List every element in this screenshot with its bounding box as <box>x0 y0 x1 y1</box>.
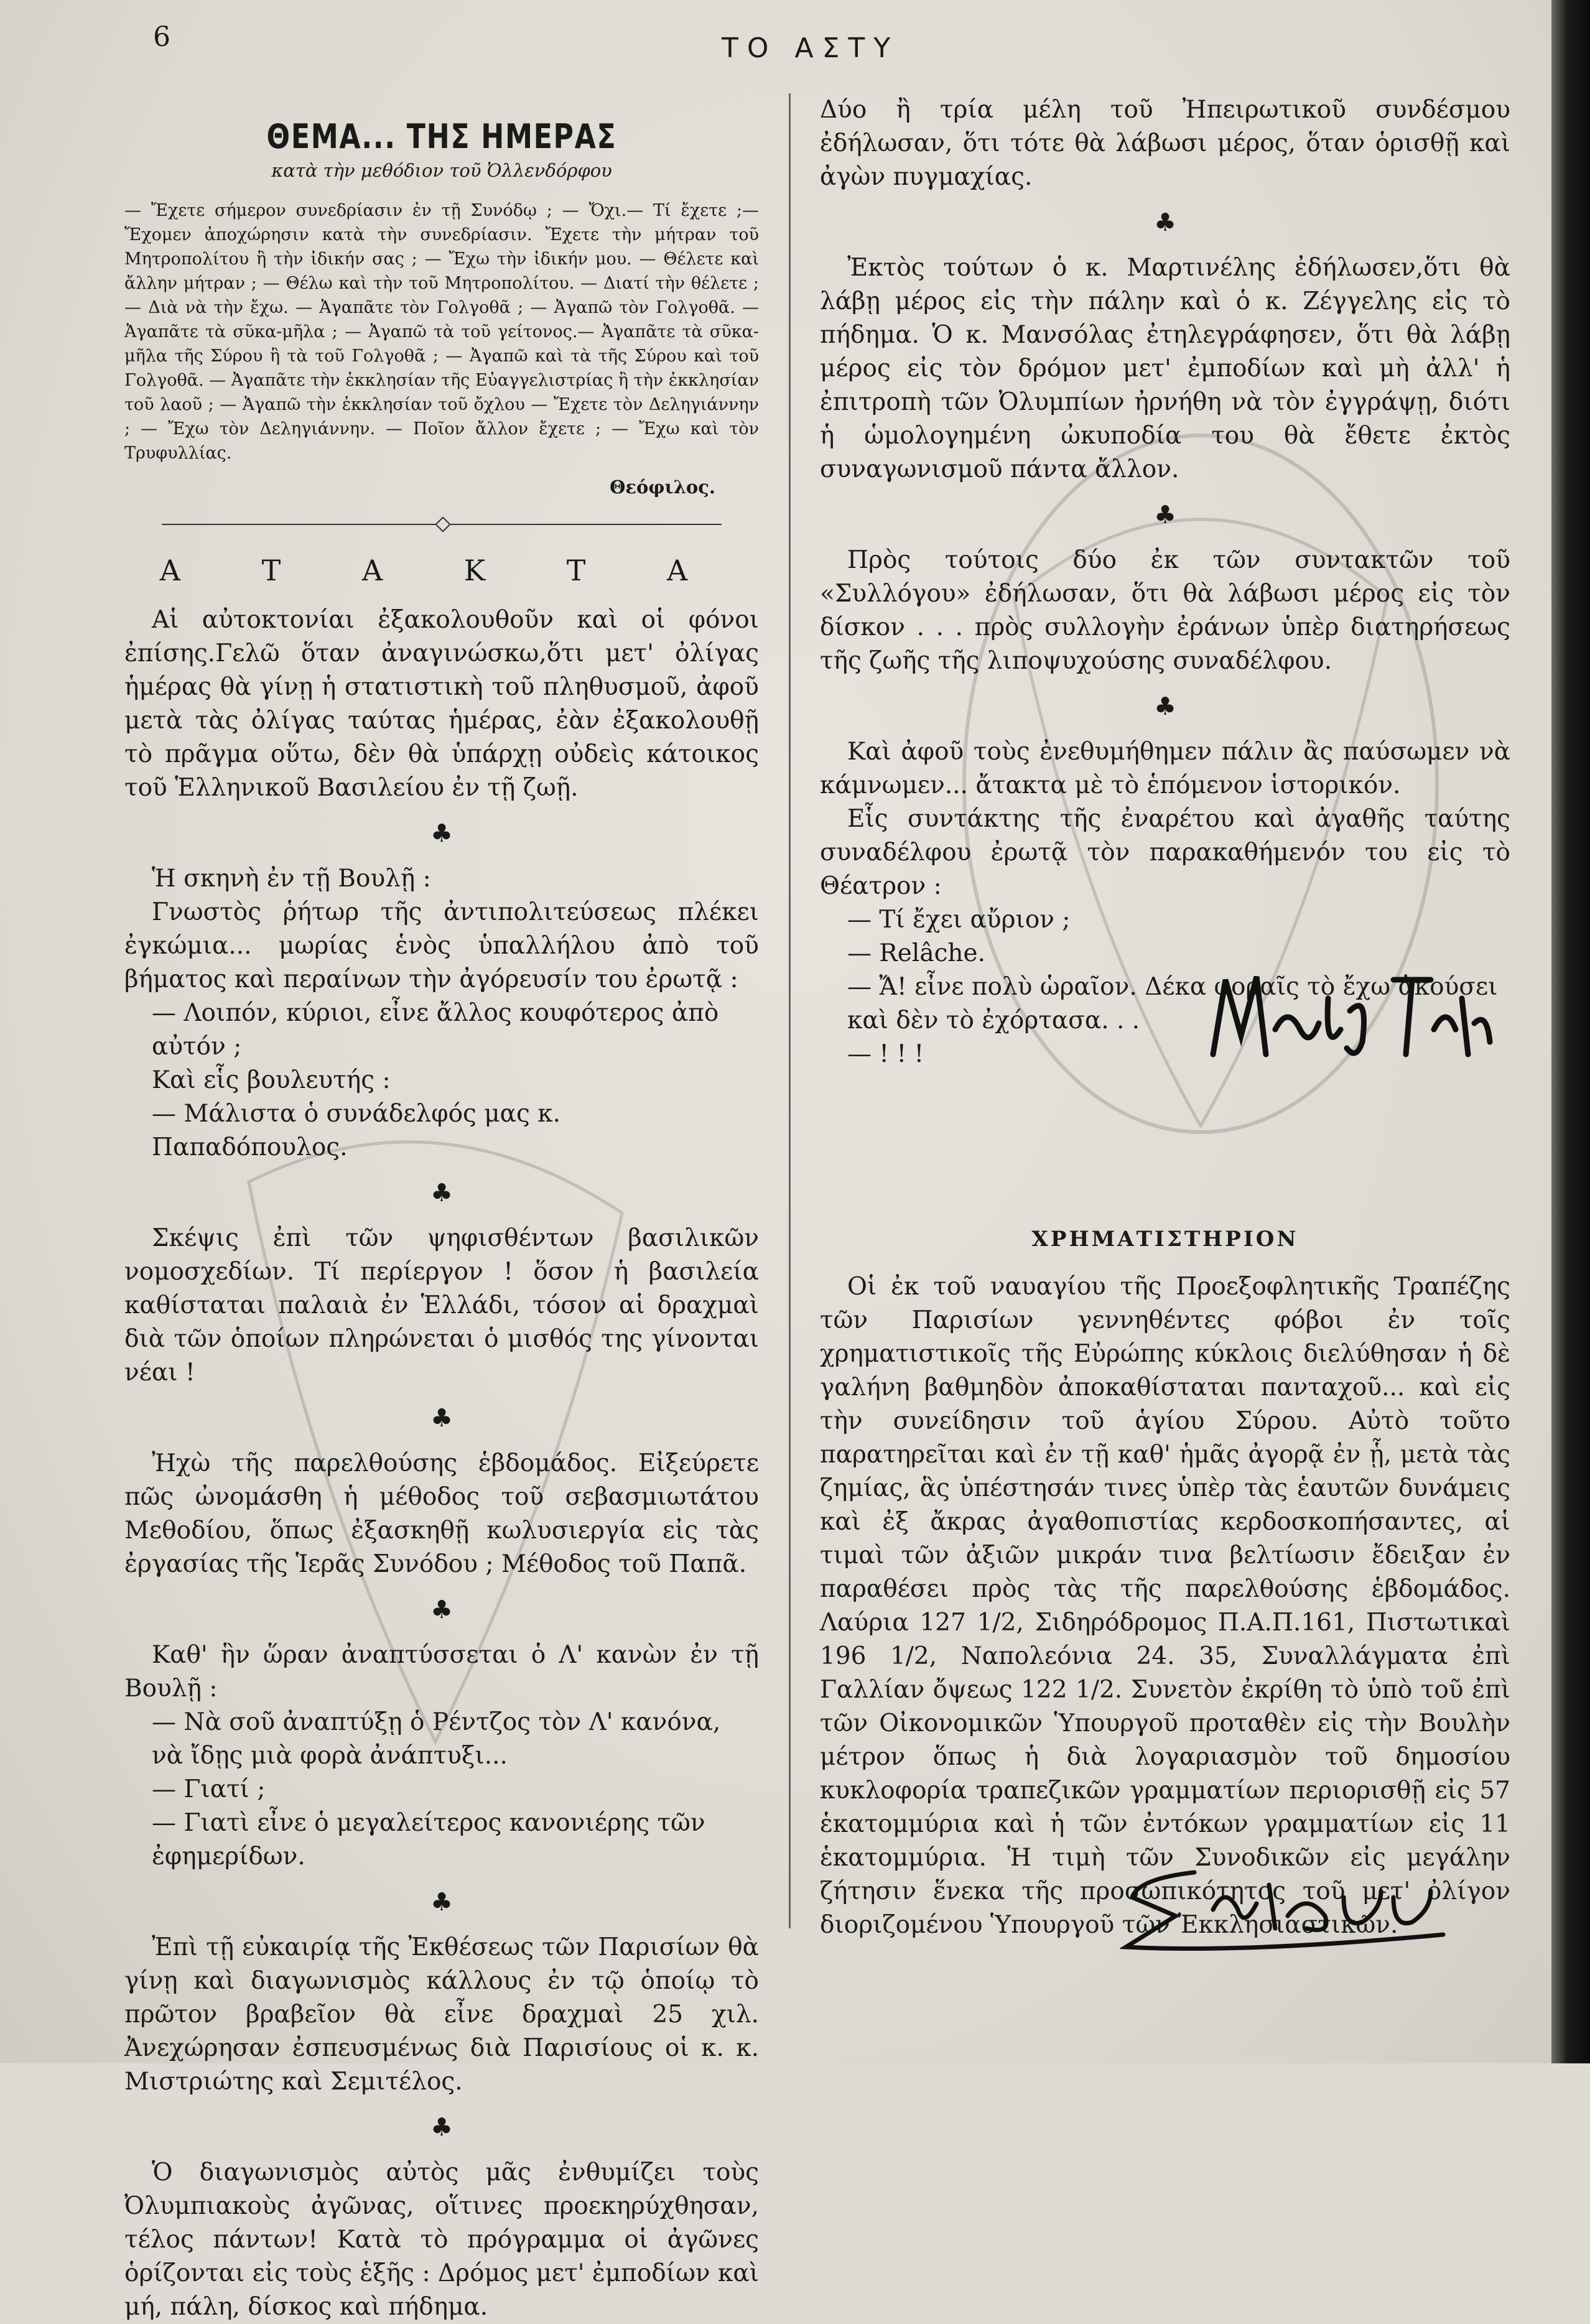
signature-spacer <box>820 1071 1510 1214</box>
dialogue-line: — Τί ἔχει αὔριον ; <box>847 906 1071 934</box>
atakta-paragraph-7: Ὁ διαγωνισμὸς αὐτὸς μᾶς ἐνθυμίζει τοὺς Ὀλυμπιακοὺς ἀγῶνας, οἵτινες προεκηρύχθησαν, τέλος πάντων! Κατὰ τὸ πρόγραμμα οἱ ἀγῶνες ὁρίζονται εἰς τοὺς ἑξῆς : Δρόμος μετ' ἐμποδίων καὶ μή, πάλη, δίσκος καὶ πήδημα. <box>124 2159 759 2321</box>
dialogue-line: — Μάλιστα ὁ συνάδελφός μας κ. Παπαδόπουλος. <box>152 1100 560 1161</box>
them-body: — Ἔχετε σήμερον συνεδρίασιν ἐν τῇ Συνόδῳ ; — Ὄχι.— Τί ἔχετε ;— Ἔχομεν ἀποχώρησιν κατὰ τὴν συνεδρίασιν. Ἔχετε τὴν μήτραν τοῦ Μητροπολίτου ἢ τὴν ἰδικήν σας ; — Ἔχω τὴν ἰδικήν μου. — Θέλετε καὶ ἄλλην μήτραν ; — Θέλω καὶ τὴν τοῦ Μητροπολίτου. — Διατί τὴν θέλετε ; — Διὰ νὰ τὴν ἔχω. — Ἀγαπᾶτε τὸν Γολγοθᾶ ; — Ἀγαπῶ τὸν Γολγοθᾶ. — Ἀγαπᾶτε τὰ σῦκα-μῆλα ; — Ἀγαπῶ τὰ τοῦ γείτονος.— Ἀγαπᾶτε τὰ σῦκα-μῆλα τῆς Σύρου ἢ τὰ τοῦ Γολγοθᾶ ; — Ἀγαπῶ καὶ τὰ τῆς Σύρου καὶ τοῦ Γολγοθᾶ. — Ἀγαπᾶτε τὴν ἐκκλησίαν τῆς Εὐαγγελιστρίας ἢ τὴν ἐκκλησίαν τοῦ λαοῦ ; — Ἀγαπῶ τὴν ἐκκλησίαν τοῦ ὄχλου — Ἔχετε τὸν Δεληγιάννην ; — Ἔχω τὸν Δεληγιάννην. — Ποῖον ἄλλον ἔχετε ; — Ἔχω καὶ τὸν Τρυφυλλίας. <box>124 201 759 463</box>
dialogue-line: — ! ! ! <box>847 1040 924 1068</box>
diamond-ornament-icon <box>435 516 450 532</box>
right-paragraph-4-line: Καὶ ἀφοῦ τοὺς ἐνεθυμήθημεν πάλιν ἂς παύσωμεν νὰ κάμνωμεν... ἄτακτα μὲ τὸ ἑπόμενον ἱστορικόν. <box>820 738 1510 799</box>
atakta-paragraph-4: Ἠχὼ τῆς παρελθούσης ἑβδομάδος. Εἰξεύρετε πῶς ὠνομάσθη ἡ μέθοδος τοῦ σεβασμιωτάτου Μεθοδίου, ὅπως ἐξασκηθῇ κωλυσιεργία εἰς τὰς ἐργασίας τῆς Ἱερᾶς Συνόδου ; Μέθοδος τοῦ Παπᾶ. <box>124 1449 759 1578</box>
right-paragraph-2: Ἐκτὸς τούτων ὁ κ. Μαρτινέλης ἐδήλωσεν,ὅτι θὰ λάβῃ μέρος εἰς τὴν πάλην καὶ ὁ κ. Ζέγγελης εἰς τὸ πήδημα. Ὁ κ. Μανσόλας ἐτηλεγράφησεν, ὅτι θὰ λάβῃ μέρος εἰς τὸν δρόμον μετ' ἐμποδίων καὶ μὴ ἀλλ' ἡ ἐπιτροπὴ τῶν Ὀλυμπίων ἠρνήθη νὰ τὸν ἐγγράψῃ, διότι ἡ ὡμολογημένη ὠκυποδία του θὰ ἔθετε ἐκτὸς συναγωνισμοῦ πάντα ἄλλον. <box>820 254 1510 483</box>
section-divider <box>162 511 722 536</box>
atakta-paragraph-6: Ἐπὶ τῇ εὐκαιρίᾳ τῆς Ἐκθέσεως τῶν Παρισίων θὰ γίνῃ καὶ διαγωνισμὸς κάλλους ἐν τῷ ὁποίῳ τὸ πρῶτον βραβεῖον θὰ εἶνε δραχμαὶ 25 χιλ. Ἀνεχώρησαν ἐσπευσμένως διὰ Παρισίους οἱ κ. κ. Μιστριώτης καὶ Σεμιτέλος. <box>124 1933 759 2096</box>
left-column <box>124 93 759 2324</box>
fleuron-icon: ♣ <box>430 2113 453 2142</box>
dialogue-line: — Νὰ σοῦ ἀναπτύξῃ ὁ Ρέντζος τὸν Λ' κανόνα, νὰ ἴδῃς μιὰ φορὰ ἀνάπτυξι... <box>152 1708 721 1770</box>
them-subtitle: κατὰ τὴν μεθόδιον τοῦ Ὀλλενδόρφου <box>271 160 612 181</box>
dialogue-line: — Γιατὶ εἶνε ὁ μεγαλείτερος κανονιέρης τῶν ἐφημερίδων. <box>152 1809 705 1871</box>
atakta-paragraph-2-line: Γνωστὸς ῥήτωρ τῆς ἀντιπολιτεύσεως πλέκει ἐγκώμια... μωρίας ἑνὸς ὑπαλλήλου ἀπὸ τοῦ βήματος καὶ περαίνων τὴν ἀγόρευσίν του ἐρωτᾷ : <box>124 898 759 993</box>
fleuron-icon: ♣ <box>430 1888 453 1917</box>
fleuron-icon: ♣ <box>430 819 453 848</box>
scan-edge-shadow <box>1551 0 1590 2063</box>
page-number: 6 <box>153 21 170 53</box>
atakta-paragraph-3: Σκέψις ἐπὶ τῶν ψηφισθέντων βασιλικῶν νομοσχεδίων. Τί περίεργον ! ὅσον ἡ βασιλεία καθίσταται παλαιὰ ἐν Ἑλλάδι, τόσον αἱ δραχμαὶ διὰ τῶν ὁποίων πληρώνεται ὁ μισθός της γίνονται νέαι ! <box>124 1224 759 1387</box>
right-paragraph-3: Πρὸς τούτοις δύο ἐκ τῶν συντακτῶν τοῦ «Συλλόγου» ἐδήλωσαν, ὅτι θὰ λάβωσι μέρος εἰς τὸν δίσκον . . . πρὸς συλλογὴν ἐράνων ὑπὲρ διατηρήσεως τῆς ζωῆς τῆς λιποψυχούσης συναδέλφου. <box>820 546 1510 675</box>
signature-gatos <box>1207 961 1493 1067</box>
fleuron-icon: ♣ <box>1154 501 1176 529</box>
right-paragraph-4-line: Εἷς συντάκτης τῆς ἐναρέτου καὶ ἀγαθῆς ταύτης συναδέλφου ἐρωτᾷ τὸν παρακαθήμενόν του εἰς τὸ Θέατρον : <box>820 805 1510 900</box>
fleuron-icon: ♣ <box>430 1596 453 1624</box>
dialogue-line: — Ἄ! εἶνε πολὺ ὡραῖον. Δέκα φοραῖς τὸ ἔχω ἀκούσει καὶ δὲν τὸ ἐχόρτασα. . . <box>847 973 1498 1034</box>
atakta-paragraph-1: Αἱ αὐτοκτονίαι ἐξακολουθοῦν καὶ οἱ φόνοι ἐπίσης.Γελῶ ὅταν ἀναγινώσκω,ὅτι μετ' ὀλίγας ἡμέρας θὰ γίνῃ ἡ στατιστικὴ τοῦ πληθυσμοῦ, ἀφοῦ μετὰ τὰς ὀλίγας ταύτας ἡμέρας, ἐὰν ἐξακολουθῇ τὸ πρᾶγμα οὕτω, δὲν θὰ ὑπάρχῃ οὐδεὶς κάτοικος τοῦ Ἑλληνικοῦ Βασιλείου ἐν τῇ ζωῇ. <box>124 606 759 802</box>
right-paragraph-1: Δύο ἢ τρία μέλη τοῦ Ἠπειρωτικοῦ συνδέσμου ἐδήλωσαν, ὅτι τότε θὰ λάβωσι μέρος, ὅταν ὁρισθῇ καὶ ἀγὼν πυγμαχίας. <box>820 96 1510 191</box>
atakta-paragraph-2-line: Ἡ σκηνὴ ἐν τῇ Βουλῇ : <box>152 865 431 893</box>
dialogue-line: — Λοιπόν, κύριοι, εἶνε ἄλλος κουφότερος ἀπὸ αὐτόν ; <box>152 999 719 1061</box>
column-rule <box>789 93 791 1928</box>
them-signature: Θεόφιλος. <box>610 476 715 498</box>
dialogue-line: — Relâche. <box>847 939 986 967</box>
chrimatistirion-body: Οἱ ἐκ τοῦ ναυαγίου τῆς Προεξοφλητικῆς Τραπέζης τῶν Παρισίων γεννηθέντες φόβοι ἐν τοῖς χρηματιστικοῖς τῆς Εὐρώπης κύκλοις διελύθησαν ἡ δὲ γαλήνη βαθμηδὸν ἀποκαθίσταται πανταχοῦ... καὶ εἰς τὴν συνείδησιν τοῦ ἁγίου Σύρου. Αὐτὸ τοῦτο παρατηρεῖται καὶ ἐν τῇ καθ' ἡμᾶς ἀγορᾷ ἐν ᾗ, μετὰ τὰς ζημίας, ἃς ὑπέστησάν τινες ὑπὲρ τὰς ἑαυτῶν δυνάμεις καὶ ἐξ ἄκρας ἀγαθοπιστίας κερδοσκοπήσαντες, αἱ τιμαὶ τῶν ἀξιῶν μικράν τινα βελτίωσιν ἔδειξαν ἐν παραθέσει πρὸς τὰς τῆς παρελθούσης ἑβδομάδος. Λαύρια 127 1/2, Σιδηρόδρομος Π.Α.Π.161, Πιστωτικαὶ 196 1/2, Ναπολεόνια 24. 35, Συναλλάγματα ἐπὶ Γαλλίαν ὄψεως 122 1/2. Συνετὸν ἐκρίθη τὸ ὑπὸ τοῦ ἐπὶ τῶν Οἰκονομικῶν Ὑπουργοῦ προταθὲν εἰς τὴν Βουλὴν μέτρον ὅπως ἡ διὰ λογαριασμὸν τοῦ δημοσίου κυκλοφορία τραπεζικῶν γραμματίων περιορισθῇ εἰς 57 ἑκατομμύρια καὶ ἡ τῶν ἐντόκων γραμματίων εἰς 11 ἑκατομμύρια. Ἡ τιμὴ τῶν Συνοδικῶν εἰς μεγάλην ζήτησιν ἕνεκα τῆς προσωπικότητος τοῦ μετ' ὀλίγον διοριζομένου Ὑπουργοῦ τῶν Ἐκκλησιαστικῶν. <box>820 1273 1510 1939</box>
fleuron-icon: ♣ <box>1154 208 1176 237</box>
signature-seilou <box>1120 1860 1456 1959</box>
them-title: ΘΕΜΑ... ΤΗΣ ΗΜΕΡΑΣ <box>266 117 617 156</box>
fleuron-icon: ♣ <box>1154 692 1176 721</box>
atakta-title: Α Τ Α Κ Τ Α <box>159 554 724 587</box>
fleuron-icon: ♣ <box>430 1179 453 1207</box>
masthead: ΤΟ ΑΣΤΥ <box>722 32 900 64</box>
atakta-paragraph-5-line: Καθ' ἣν ὥραν ἀναπτύσσεται ὁ Λ' κανὼν ἐν τῇ Βουλῇ : <box>124 1641 759 1703</box>
fleuron-icon: ♣ <box>430 1404 453 1433</box>
chrimatistirion-title: ΧΡΗΜΑΤΙΣΤΗΡΙΟΝ <box>1031 1227 1299 1252</box>
dialogue-line: Καὶ εἷς βουλευτής : <box>152 1066 391 1094</box>
dialogue-line: — Γιατί ; <box>152 1775 266 1803</box>
